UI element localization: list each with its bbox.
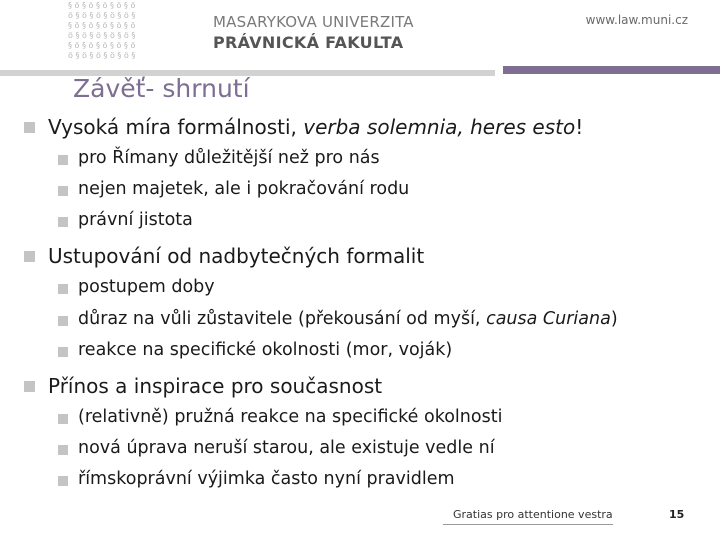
bullet-square-icon — [58, 347, 68, 357]
slide-title: Závěť- shrnutí — [73, 74, 250, 103]
bullet-level2: postupem doby — [78, 277, 215, 297]
page-number: 15 — [669, 508, 685, 521]
bullet-level2: pro Římany důležitější než pro nás — [78, 148, 380, 168]
bullet-square-icon — [24, 251, 35, 262]
bullet-level2: nová úprava neruší starou, ale existuje vedle ní — [78, 438, 495, 458]
bullet-square-icon — [58, 186, 68, 196]
bullet-level1: Přínos a inspirace pro současnost — [48, 374, 383, 398]
bullet-level1: Vysoká míra formálnosti, verba solemnia, heres esto! — [48, 115, 584, 139]
bullet-level1: Ustupování od nadbytečných formalit — [48, 244, 425, 268]
bullet-level2: důraz na vůli zůstavitele (překousání od myší, causa Curiana) — [78, 309, 618, 329]
bullet-square-icon — [58, 284, 68, 294]
svg-text:§ ö § ö § ö § ö § ö: § ö § ö § ö § ö § ö — [68, 21, 136, 30]
svg-text:§ ö § ö § ö § ö § ö: § ö § ö § ö § ö § ö — [68, 41, 136, 50]
svg-text:ö § ö § ö § ö § ö §: ö § ö § ö § ö § ö § — [68, 31, 136, 40]
bullet-square-icon — [58, 476, 68, 486]
footer-divider — [443, 524, 613, 525]
bullet-level2: (relativně) pružná reakce na specifické okolnosti — [78, 407, 503, 427]
bullet-level2: právní jistota — [78, 210, 193, 230]
bullet-square-icon — [58, 316, 68, 326]
bullet-square-icon — [58, 155, 68, 165]
bullet-level2: nejen majetek, ale i pokračování rodu — [78, 179, 410, 199]
slide-header — [0, 0, 720, 70]
bullet-square-icon — [58, 445, 68, 455]
website-url[interactable]: www.law.muni.cz — [585, 13, 688, 27]
faculty-name: PRÁVNICKÁ FAKULTA — [213, 33, 404, 52]
bullet-level2: římskoprávní výjimka často nyní pravidlem — [78, 469, 455, 489]
bullet-square-icon — [24, 122, 35, 133]
university-name: MASARYKOVA UNIVERZITA — [213, 13, 414, 31]
bullet-square-icon — [58, 217, 68, 227]
university-logo-pattern — [66, 0, 182, 64]
svg-text:ö § ö § ö § ö § ö §: ö § ö § ö § ö § ö § — [68, 51, 136, 60]
svg-text:§ ö § ö § ö § ö § ö: § ö § ö § ö § ö § ö — [68, 1, 136, 10]
bullet-square-icon — [24, 381, 35, 392]
bullet-level2: reakce na specifické okolnosti (mor, voják) — [78, 340, 453, 360]
footer-text: Gratias pro attentione vestra — [453, 508, 613, 521]
accent-bar — [503, 66, 720, 74]
bullet-square-icon — [58, 414, 68, 424]
svg-text:ö § ö § ö § ö § ö §: ö § ö § ö § ö § ö § — [68, 11, 136, 20]
